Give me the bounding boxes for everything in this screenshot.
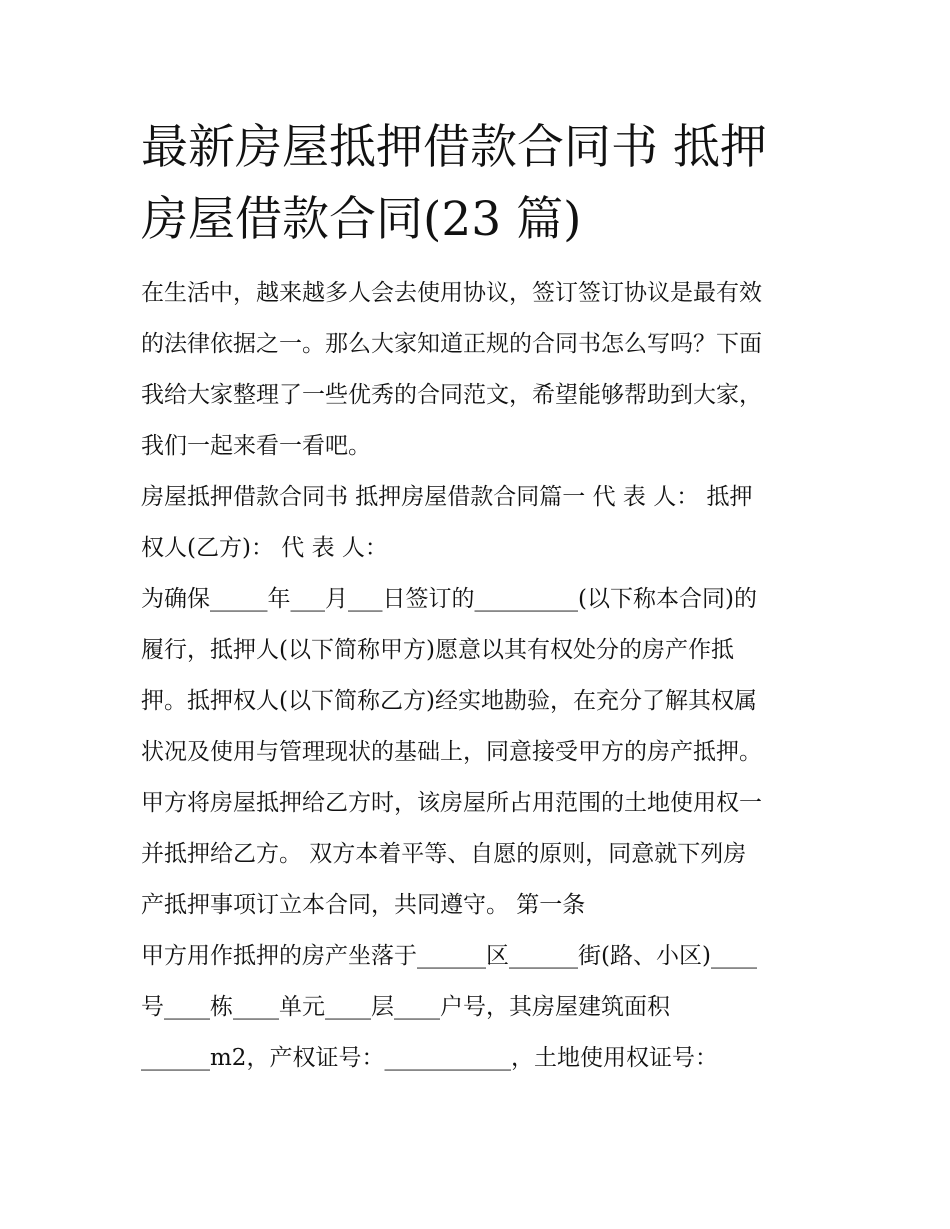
body-line: 产抵押事项订立本合同，共同遵守。 第一条: [141, 892, 586, 918]
body-line: 并抵押给乙方。 双方本着平等、自愿的原则，同意就下列房: [141, 841, 747, 867]
intro-line: 的法律依据之一。那么大家知道正规的合同书怎么写吗？下面: [141, 331, 762, 357]
body-line: 甲方将房屋抵押给乙方时，该房屋所占用范围的土地使用权一: [141, 790, 762, 816]
body-line: 为确保_____年___月___日签订的_________(以下称本合同)的: [141, 586, 757, 612]
body-line: 权人(乙方)： 代 表 人：: [141, 535, 388, 561]
title-line-1: 最新房屋抵押借款合同书 抵押: [141, 120, 767, 175]
intro-line: 我们一起来看一看吧。: [141, 433, 371, 459]
document-page: [141, 112, 821, 1084]
body-line: 甲方用作抵押的房产坐落于______区______街(路、小区)____: [141, 943, 757, 969]
body-line: 押。抵押权人(以下简称乙方)经实地勘验，在充分了解其权属: [141, 688, 757, 714]
body-line: 号____栋____单元____层____户号，其房屋建筑面积: [141, 994, 670, 1020]
body-line: 状况及使用与管理现状的基础上，同意接受甲方的房产抵押。: [141, 739, 762, 765]
contract-body: [141, 472, 821, 1084]
intro-paragraph: [141, 268, 821, 472]
intro-line: 在生活中，越来越多人会去使用协议，签订签订协议是最有效: [141, 280, 762, 306]
body-line: ______m2，产权证号：___________，土地使用权证号：: [141, 1045, 718, 1071]
body-line: 房屋抵押借款合同书 抵押房屋借款合同篇一 代 表 人： 抵押: [141, 484, 753, 510]
document-title: [141, 112, 821, 256]
intro-line: 我给大家整理了一些优秀的合同范文，希望能够帮助到大家，: [141, 382, 762, 408]
body-line: 履行，抵押人(以下简称甲方)愿意以其有权处分的房产作抵: [141, 637, 734, 663]
title-line-2: 房屋借款合同(23 篇): [141, 192, 582, 247]
